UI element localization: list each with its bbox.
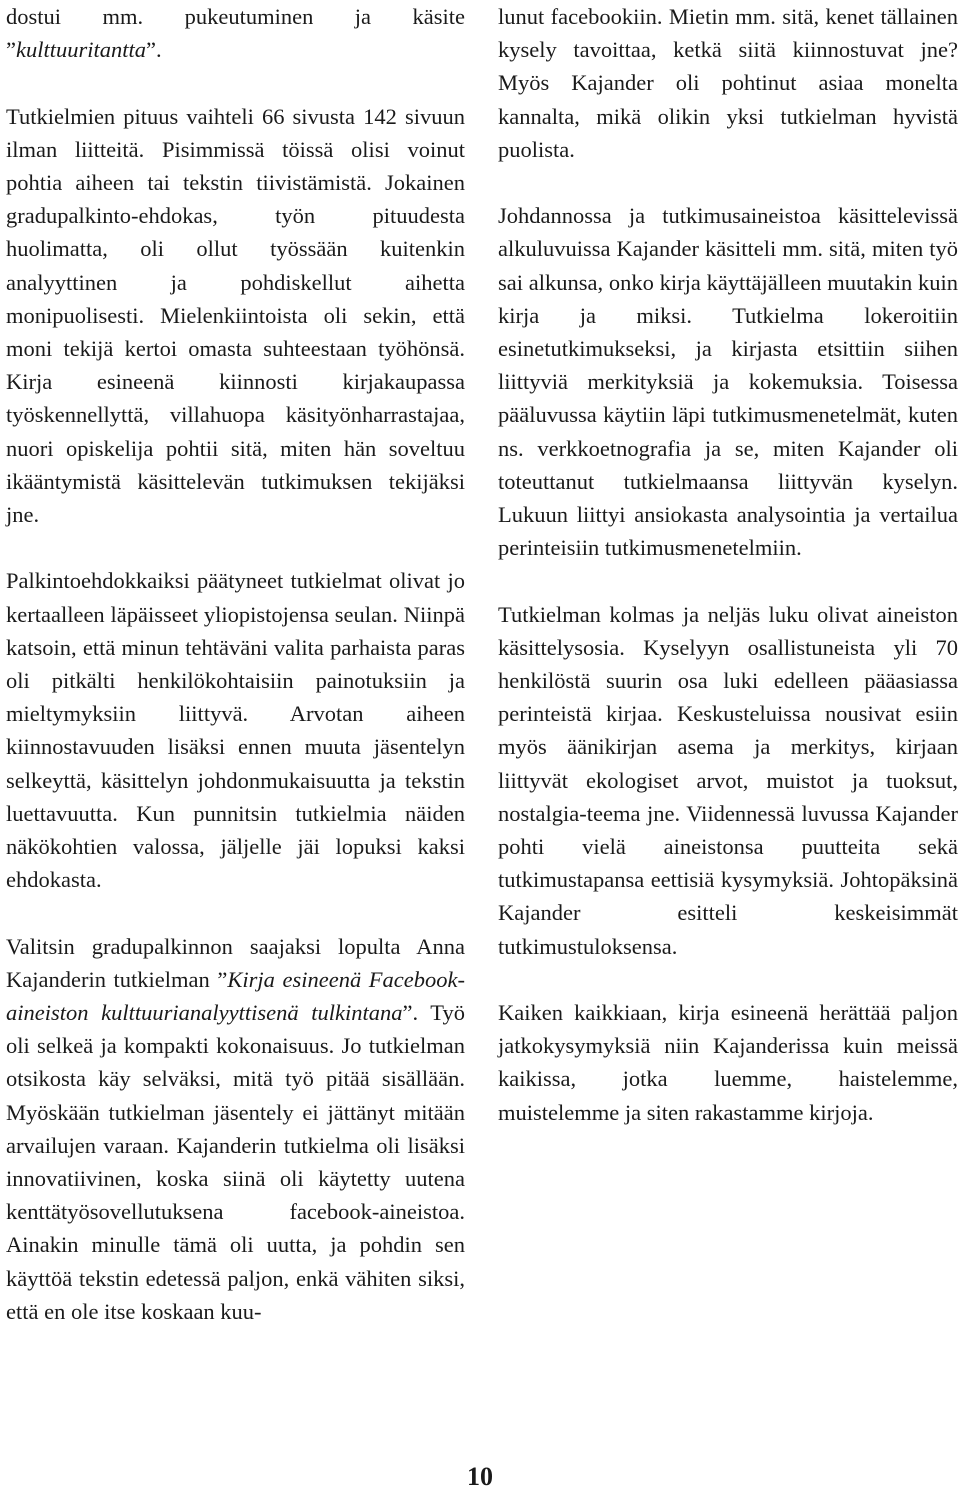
page-number: 10 (467, 1462, 493, 1491)
right-paragraph-4: Kaiken kaikkiaan, kirja esineenä herättää paljon jatkokysymyksiä niin Kajanderissa kuin meissä kaikissa, jotka luemme, haistelemme, muistelemme ja siten rakastamme kirjoja. (498, 1000, 958, 1125)
left-column (6, 0, 465, 1328)
left-paragraph-3: Palkintoehdokkaiksi päätyneet tutkielmat olivat jo kertaalleen läpäisseet yliopistojensa seulan. Niinpä katsoin, että minun tehtäväni valita parhaista paras oli pitkälti henkilökohtaisiin painotuksiin ja mieltymyksiin liittyvä. Arvotan aiheen kiinnostavuuden lisäksi ennen muuta jäsentelyn selkeyttä, käsittelyn johdonmukaisuutta ja tekstin luettavuutta. Kun punnitsin tutkielmia näiden näkökohtien valossa, jäljelle jäi lopuksi kaksi ehdokasta. (6, 568, 465, 893)
text-run: Valitsin gradupalkinnon saajaksi lopulta Anna Kajanderin tutkielman ” (6, 933, 465, 992)
right-paragraph-3: Tutkielman kolmas ja neljäs luku olivat aineiston käsittelysosia. Kyselyyn osallistuneista yli 70 henkilöstä suurin osa luki edelleen pääasiassa perinteistä kirjaa. Keskusteluissa nousivat esiin myös äänikirjan asema ja merkitys, kirjaan liittyvät ekologiset arvot, muistot ja tuoksut, nostalgia-teema jne. Viidennessä luvussa Kajander pohti vielä aineistonsa puutteita sekä tutkimustapansa eettisiä kysymyksiä. Johtopäksinä Kajander esitteli keskeisimmät tutkimustuloksensa. (498, 601, 958, 959)
left-paragraph-4 (6, 930, 465, 1328)
text-run: dostui mm. pukeutuminen ja käsite ” (6, 4, 465, 63)
right-paragraph-2: Johdannossa ja tutkimusaineistoa käsittelevissä alkuluvuissa Kajander käsitteli mm. sitä, miten työ sai alkunsa, onko kirja käyttäjälleen muutakin kuin kirja ja miksi. Tutkielma lokeroitiin esinetutkimukseksi, ja kirjasta etsittiin siihen liittyviä merkityksiä ja kokemuksia. Toisessa pääluvussa käytiin läpi tutkimusmenetelmät, kuten ns. verkkoetnografia ja se, miten Kajander oli toteuttanut tutkielmaansa liittyvän kyselyn. Lukuun liittyi ansiokasta analysointia ja vertailua perinteisiin tutkimusmenetelmiin. (498, 203, 958, 561)
right-column (498, 0, 958, 1129)
text-run: ”. Työ oli selkeä ja kompakti kokonaisuus. Jo tutkielman otsikosta käy selväksi, mitä työ pitää sisällään. Myöskään tutkielman jäsentely ei jättänyt mitään arvailujen varaan. Kajanderin tutkielma oli lisäksi innovatiivinen, koska siinä oli käytetty uutena kenttätyösovellutuksena facebook-aineistoa. Ainakin minulle tämä oli uutta, ja pohdin sen käyttöä tekstin edetessä paljon, enkä vähiten siksi, että en ole itse koskaan kuu- (6, 1000, 465, 1324)
left-paragraph-2: Tutkielmien pituus vaihteli 66 sivusta 142 sivuun ilman liitteitä. Pisimmissä töissä olisi voinut pohtia aiheen tai tekstin tiivistämistä. Jokainen gradupalkinto-ehdokas, työn pituudesta huolimatta, oli ollut työssään kuitenkin analyyttinen ja pohdiskellut aihetta monipuolisesti. Mielenkiintoista oli sekin, että moni tekijä kertoi omasta suhteestaan työhönsä. Kirja esineenä kiinnosti kirjakaupassa työskennellyttä, villahuopa käsityönharrastajaa, nuori opiskelija pohtii sitä, miten hän soveltuu ikääntymistä käsittelevän tutkimuksen tekijäksi jne. (6, 103, 465, 528)
italic-thesis-title: Kirja esineenä Facebook-aineiston kulttuurianalyyttisenä tulkintana (6, 966, 465, 1026)
italic-term: kulttuuritantta (16, 37, 147, 63)
text-run: ”. (146, 37, 162, 63)
right-paragraph-1: lunut facebookiin. Mietin mm. sitä, kenet tällainen kysely tavoittaa, ketkä siitä kiinnostuvat jne? Myös Kajander oli pohtinut asiaa monelta kannalta, mikä olikin yksi tutkielman hyvistä puolista. (498, 4, 958, 162)
left-paragraph-1 (6, 0, 465, 66)
